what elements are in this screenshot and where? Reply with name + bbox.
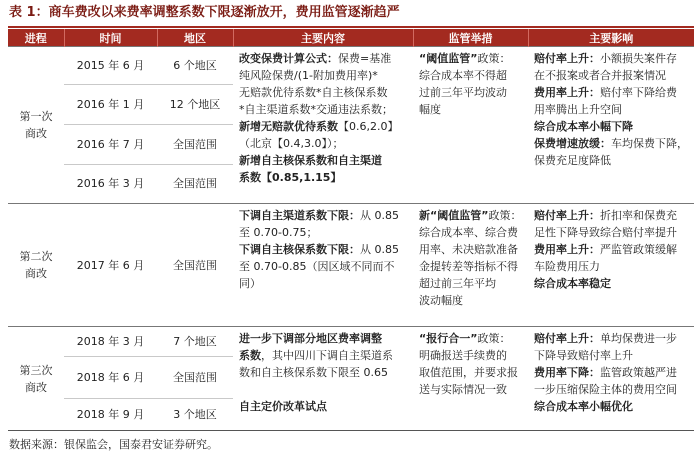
region-cell: 12 个地区 bbox=[157, 84, 233, 124]
reform-table bbox=[8, 29, 694, 430]
measures-cell: “阈值监管”政策： 综合成本率不得超 过前三年平均波动 幅度 bbox=[413, 47, 528, 204]
time-cell: 2016 年 7 月 bbox=[64, 124, 157, 164]
time-cell: 2016 年 1 月 bbox=[64, 84, 157, 124]
header-cell: 监管举措 bbox=[413, 29, 528, 47]
content-cell: 改变保费计算公式：保费=基准 纯风险保费/(1-附加费用率)* 无赔款优待系数*自主核保系数 *自主渠道系数*交通违法系数； 新增无赔款优待系数【0.6,2.0】 （北京【0.4,3.0】）； 新增自主核保系数和自主渠道 系数【0.85,1.15】 bbox=[233, 47, 413, 204]
time-cell: 2017 年 6 月 bbox=[64, 203, 157, 326]
phase-cell: 第一次 商改 bbox=[8, 47, 64, 204]
measures-cell: “报行合一”政策： 明确报送手续费的 取值范围，并要求报 送与实际情况一致 bbox=[413, 327, 528, 430]
table-row bbox=[8, 203, 694, 326]
impact-cell: 赔付率上升：小额损失案件存 在不报案或者合并报案情况 费用率上升：赔付率下降给费 用率腾出上升空间 综合成本率小幅下降 保费增速放缓：车均保费下降， 保费充足度降低 bbox=[528, 47, 694, 204]
region-cell: 6 个地区 bbox=[157, 47, 233, 85]
source-note: 数据来源：银保监会，国泰君安证券研究。 bbox=[9, 438, 218, 451]
region-cell: 全国范围 bbox=[157, 124, 233, 164]
region-cell: 3 个地区 bbox=[157, 398, 233, 430]
header-cell: 时间 bbox=[64, 29, 157, 47]
content-cell: 下调自主渠道系数下限：从 0.85 至 0.70-0.75； 下调自主核保系数下限：从 0.85 至 0.70-0.85（因区域不同而不 同） bbox=[233, 203, 413, 326]
time-cell: 2018 年 9 月 bbox=[64, 398, 157, 430]
header-row bbox=[8, 29, 694, 47]
time-cell: 2015 年 6 月 bbox=[64, 47, 157, 85]
measures-cell: 新“阈值监管”政策： 综合成本率、综合费 用率、未决赔款准备 金提转差等指标不得 超过前三年平均 波动幅度 bbox=[413, 203, 528, 326]
region-cell: 全国范围 bbox=[157, 203, 233, 326]
region-cell: 7 个地区 bbox=[157, 327, 233, 357]
impact-cell: 赔付率上升：折扣率和保费充 足性下降导致综合赔付率提升 费用率上升：严监管政策缓解 车险费用压力 综合成本率稳定 bbox=[528, 203, 694, 326]
time-cell: 2018 年 3 月 bbox=[64, 327, 157, 357]
header-cell: 主要内容 bbox=[233, 29, 413, 47]
table-row bbox=[8, 47, 694, 85]
header-cell: 地区 bbox=[157, 29, 233, 47]
table-title: 表 1：商车费改以来费率调整系数下限逐渐放开，费用监管逐渐趋严 bbox=[9, 5, 400, 20]
header-cell: 进程 bbox=[8, 29, 64, 47]
content-cell: 进一步下调部分地区费率调整 系数，其中四川下调自主渠道系 数和自主核保系数下限至 0.65 自主定价改革试点 bbox=[233, 327, 413, 430]
impact-cell: 赔付率上升：单均保费进一步 下降导致赔付率上升 费用率下降：监管政策越严进 一步压缩保险主体的费用空间 综合成本率小幅优化 bbox=[528, 327, 694, 430]
phase-cell: 第二次 商改 bbox=[8, 203, 64, 326]
phase-cell: 第三次 商改 bbox=[8, 327, 64, 430]
title-rule bbox=[8, 26, 694, 28]
footer-rule bbox=[8, 430, 694, 431]
time-cell: 2018 年 6 月 bbox=[64, 356, 157, 398]
region-cell: 全国范围 bbox=[157, 356, 233, 398]
region-cell: 全国范围 bbox=[157, 164, 233, 203]
table-row bbox=[8, 327, 694, 357]
header-cell: 主要影响 bbox=[528, 29, 694, 47]
time-cell: 2016 年 3 月 bbox=[64, 164, 157, 203]
